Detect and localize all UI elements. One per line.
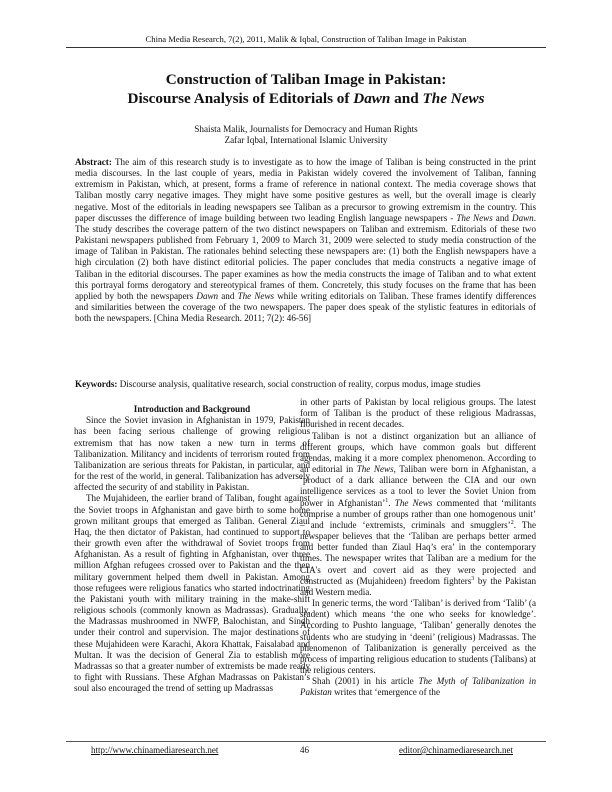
rp3-a: Shah (2001) in his article xyxy=(312,676,419,687)
header-rule xyxy=(66,47,546,48)
title-and: and xyxy=(390,89,423,107)
intro-paragraph-1: Since the Soviet invasion in Afghanistan in 1979, Pakistan has been facing serious challenge of growing religious extremism that has now taken a new turn in terms of Talibanization. Militancy and incidents of terrorism routed from Talibanization are serious threats for Pakistan, in particular, and for the rest of the world, in general. Talibanization has adversely affected the security of and stability in Pakistan. xyxy=(74,415,310,493)
abstract-and-1: and xyxy=(492,212,512,223)
right-paragraph-2: In generic terms, the word ‘Taliban’ is derived from ‘Talib’ (a student) which means ‘the one who seeks for knowledge’. According to Pushto language, ‘Taliban’ generally denotes the students who are studying in ‘deeni’ (religious) Madrassas. The phenomenon of Talibanization is generally perceived as the process of imparting religious education to students (Talibans) at the religious centers. xyxy=(300,598,536,676)
right-paragraph-3 xyxy=(300,676,536,698)
paper-title xyxy=(60,71,552,108)
abstract-text-3: while writing editorials on Taliban. These frames identify differences and similarities between the coverage of the two newspapers. The paper does speak of the stylistic features in editorials of both the newspapers. [China Media Research. 2011; 7(2): 46-56] xyxy=(75,290,536,324)
rp1-news: The News, xyxy=(356,464,396,475)
right-column xyxy=(300,397,536,699)
footnote-ref-1: 1 xyxy=(385,497,389,504)
abstract xyxy=(75,157,536,324)
abstract-dawn-1: Dawn xyxy=(512,212,534,223)
abstract-news-2: The News xyxy=(237,290,275,301)
title-line-2 xyxy=(60,90,552,109)
rp1-f: by the Pakistan and Western media. xyxy=(300,575,536,597)
right-paragraph-continued: in other parts of Pakistan by local religious groups. The latest form of Taliban is the product of these religious Madrassas, flourished in recent decades. xyxy=(300,397,536,430)
abstract-and-2: and xyxy=(218,290,238,301)
author-2: Zafar Iqbal, International Islamic University xyxy=(224,135,388,145)
running-header: China Media Research, 7(2), 2011, Malik & Iqbal, Construction of Taliban Image in Pakistan xyxy=(145,34,467,44)
right-paragraph-1 xyxy=(300,431,536,599)
page-number: 46 xyxy=(300,745,309,755)
title-line-1: Construction of Taliban Image in Pakistan: xyxy=(165,71,447,88)
title-the-news: The News xyxy=(422,89,485,107)
title-prefix: Discourse Analysis of Editorials of xyxy=(127,89,354,107)
keywords-text: Discourse analysis, qualitative research, social construction of reality, corpus modus, image studies xyxy=(117,379,481,389)
footer-email-link[interactable]: editor@chinamediaresearch.net xyxy=(399,745,513,755)
footnote-ref-3: 3 xyxy=(471,575,475,582)
rp1-c: . xyxy=(388,497,395,508)
author-1: Shaista Malik, Journalists for Democracy and Human Rights xyxy=(194,124,418,134)
abstract-text-2: . The study describes the coverage pattern of the two distinct newspapers on Taliban and extremism. Editorials of these two Pakistani newspapers published from February 1, 2009 to March 31, 2009 were selected to study media construction of the image of Taliban in Pakistan. The rationales behind selecting these newspapers are: (1) both the English newspapers have a high circulation (2) both have distinct editorial policies. The paper concludes that media constructs a negative image of Taliban in the editorial discourses. The paper examines as how the media constructs the image of Taliban and to what extent this portrayal forms derogatory and stereotypical frames of them. Concretely, this study focuses on the frame that has been applied by both the newspapers xyxy=(75,212,537,301)
abstract-label: Abstract: xyxy=(75,157,112,167)
keywords xyxy=(75,379,537,390)
footnote-ref-2: 2 xyxy=(510,519,514,526)
footer-url-link[interactable]: http://www.chinamediaresearch.net xyxy=(91,745,219,755)
rp1-b: Taliban were born in Afghanistan, a ‘product of a dark alliance between the CIA and our own intelligence services as a tool to lever the Soviet Union from power in Afghanistan’ xyxy=(300,464,536,508)
rp1-news-2: The News xyxy=(394,497,433,508)
abstract-dawn-2: Dawn xyxy=(196,290,219,301)
rp3-article-title: The Myth of Talibanization in Pakistan xyxy=(300,676,537,698)
intro-paragraph-2: The Mujahideen, the earlier brand of Taliban, fought against the Soviet troops in Afghanistan and gave birth to some home grown militant groups that emerged as Taliban. General Ziaul Haq, the then dictator of Pakistan, had continued to support to their growth even after the withdrawal of Soviet troops from Afghanistan. As a result of fighting in Afghanistan, over three million Afghan refugees crossed over to Pakistan and the then military government helped them dwell in Pakistan. Among those refugees were religious fanatics who started indoctrinating the Pakistani youth with military training in the make-shift religious schools (commonly known as Madrassas). Gradually, the Madrassas mushroomed in NWFP, Balochistan, and Sindh under their control and supervision. The major destinations of these Mujahideen were Karachi, Akora Khattak, Faisalabad and Multan. It was the decision of General Zia to establish more Madrassas so that a greater number of extremists be made ready to fight with Russians. These Afghan Madrassas on Pakistan’s soul also encouraged the trend of setting up Madrassas xyxy=(74,493,310,694)
left-column xyxy=(74,404,310,694)
keywords-label: Keywords: xyxy=(75,379,118,389)
section-heading: Introduction and Background xyxy=(133,404,251,414)
footer-rule xyxy=(66,741,546,742)
rp1-e: . The newspaper believes that the ‘Taliban are perhaps better armed and better funded than Ziaul Haq’s era’ in the contemporary times. The newspaper writes that Taliban are a medium for the CIA's overt and covert aid as they were projected and constructed as (Mujahideen) freedom fighters xyxy=(300,519,536,586)
abstract-news-1: The News xyxy=(456,212,493,223)
rp1-d: commented that ‘militants comprise a number of groups rather than one homogenous unit’ – and include ‘extremists, criminals and smugglers’ xyxy=(300,497,536,530)
rp1-a: Taliban is not a distinct organization but an alliance of different groups, which have common goals but different agendas, making it a more complex phenomenon. According to an editorial in xyxy=(300,430,536,475)
rp3-b: writes that ‘emergence of the xyxy=(331,687,440,698)
abstract-text-1: The aim of this research study is to investigate as to how the image of Taliban is being constructed in the print media discourses. In the last couple of years, media in Pakistan widely covered the involvement of Taliban, fanning extremism in Pakistan, which, at present, forms a frame of reference in national context. The media coverage shows that Taliban mostly carry negative images. They might have some positive gestures as well, but the overall image is clearly negative. Most of the editorials in leading newspapers see Taliban as a precursor to growing extremism in the country. This paper discusses the difference of image building between two leading English language newspapers - xyxy=(75,157,536,223)
title-dawn: Dawn xyxy=(353,89,391,107)
